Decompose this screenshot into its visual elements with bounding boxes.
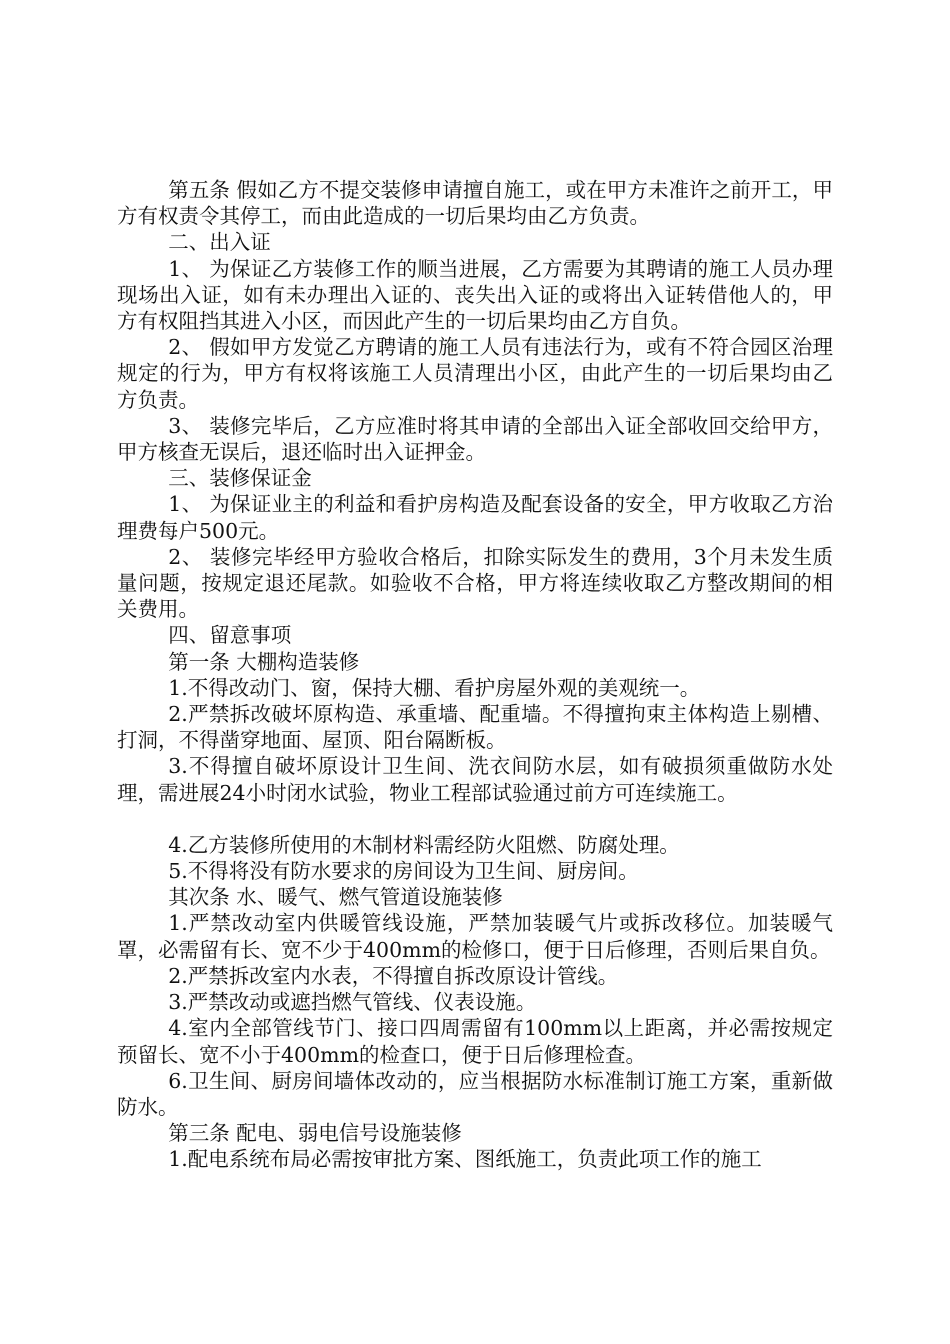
paragraph: 3、 装修完毕后，乙方应准时将其申请的全部出入证全部收回交给甲方，甲方核查无误后，退还临时出入证押金。 bbox=[117, 413, 833, 465]
heading-section-3: 三、装修保证金 bbox=[168, 466, 312, 491]
paragraph: 1.不得改动门、窗，保持大棚、看护房屋外观的美观统一。 bbox=[168, 675, 701, 700]
paragraph: 2、 装修完毕经甲方验收合格后，扣除实际发生的费用，3个月未发生质量问题，按规定退还尾款。如验收不合格，甲方将连续收取乙方整改期间的相关费用。 bbox=[117, 544, 833, 622]
paragraph: 3.严禁改动或遮挡燃气管线、仪表设施。 bbox=[168, 990, 537, 1015]
document-body bbox=[117, 177, 833, 1173]
heading-section-2: 二、出入证 bbox=[168, 230, 271, 255]
paragraph: 1、 为保证业主的利益和看护房构造及配套设备的安全，甲方收取乙方治理费每户500元。 bbox=[117, 492, 833, 543]
heading-article-3: 第三条 配电、弱电信号设施装修 bbox=[168, 1121, 462, 1146]
paragraph: 1.配电系统布局必需按审批方案、图纸施工，负责此项工作的施工 bbox=[168, 1147, 762, 1172]
paragraph: 4.乙方装修所使用的木制材料需经防火阻燃、防腐处理。 bbox=[168, 832, 680, 857]
paragraph: 2、 假如甲方发觉乙方聘请的施工人员有违法行为，或有不符合园区治理规定的行为，甲方有权将该施工人员清理出小区，由此产生的一切后果均由乙方负责。 bbox=[117, 335, 833, 412]
paragraph: 2.严禁拆改破坏原构造、承重墙、配重墙。不得擅拘束主体构造上剔槽、打洞，不得凿穿地面、屋顶、阳台隔断板。 bbox=[117, 702, 833, 753]
paragraph-article-5: 第五条 假如乙方不提交装修申请擅自施工，或在甲方未准许之前开工，甲方有权责令其停工，而由此造成的一切后果均由乙方负责。 bbox=[117, 178, 833, 229]
paragraph: 1.严禁改动室内供暖管线设施，严禁加装暖气片或拆改移位。加装暖气罩，必需留有长、宽不少于400mm的检修口，便于日后修理，否则后果自负。 bbox=[117, 911, 833, 962]
paragraph: 4.室内全部管线节门、接口四周需留有100mm以上距离，并必需按规定预留长、宽不小于400mm的检查口，便于日后修理检查。 bbox=[117, 1016, 833, 1067]
paragraph: 5.不得将没有防水要求的房间设为卫生间、厨房间。 bbox=[168, 859, 639, 884]
paragraph: 1、 为保证乙方装修工作的顺当进展，乙方需要为其聘请的施工人员办理现场出入证，如有未办理出入证的、丧失出入证的或将出入证转借他人的，甲方有权阻挡其进入小区，而因此产生的一切后果均由乙方自负。 bbox=[117, 256, 833, 334]
paragraph: 3.不得擅自破坏原设计卫生间、洗衣间防水层，如有破损须重做防水处理，需进展24小时闭水试验，物业工程部试验通过前方可连续施工。 bbox=[117, 754, 833, 805]
paragraph: 2.严禁拆改室内水表，不得擅自拆改原设计管线。 bbox=[168, 963, 619, 988]
heading-section-4: 四、留意事项 bbox=[168, 623, 292, 648]
heading-article-1: 第一条 大棚构造装修 bbox=[168, 649, 360, 674]
paragraph: 6.卫生间、厨房间墙体改动的，应当根据防水标准制订施工方案，重新做防水。 bbox=[117, 1068, 833, 1119]
heading-article-2: 其次条 水、暖气、燃气管道设施装修 bbox=[168, 885, 503, 910]
